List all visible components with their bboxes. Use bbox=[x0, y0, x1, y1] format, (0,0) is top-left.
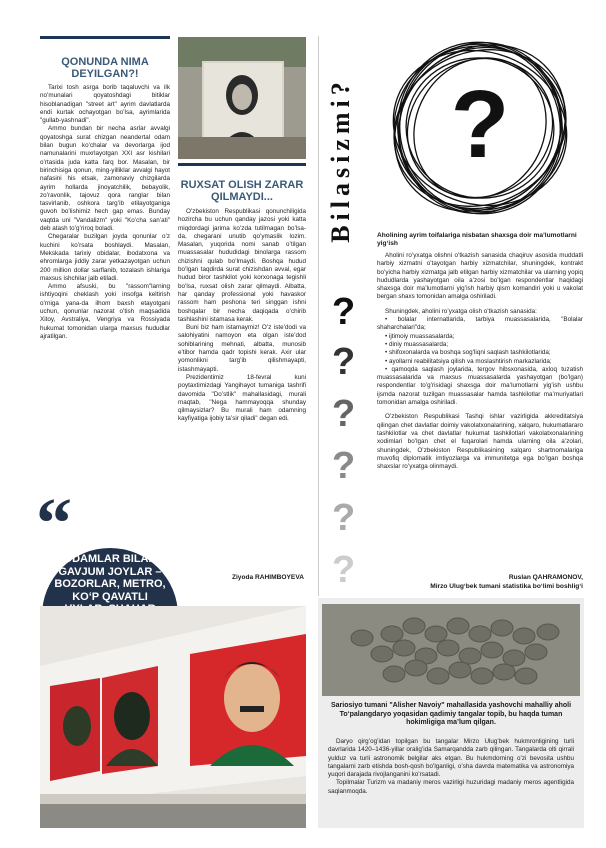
question-icon: ? bbox=[332, 549, 356, 591]
question-icon: ? bbox=[332, 393, 356, 435]
paragraph: Chegaralar buzilgan joyda qonunlar oʻz kuchini koʻrsata boshlaydi. Masalan, Mekskada tarixiy obidalar, ibodatxona va ehromlarga jiddiy zarar yetkazayotgan uchun 200 million dollar sarflanib, tozalash ishlariga maxsus ishchilar jalb etiladi. bbox=[40, 233, 170, 282]
middle-article-body bbox=[178, 208, 306, 530]
coins-caption: Sariosiyo tumani "Alisher Navoiy" mahallasida yashovchi mahalliy aholi Toʻpalangdaryo yoqasidan qadimiy tangalar topib, bu haqda tuman hokimligiga maʼlum qilgan. bbox=[330, 702, 572, 727]
coins-photo bbox=[322, 604, 580, 696]
middle-article-title: RUXSAT OLISH ZARAR QILMAYDI... bbox=[180, 179, 304, 203]
question-icon: ? bbox=[332, 341, 356, 383]
list-item: • ayollarni reabilitatsiya qilish va moslashtirish markazlarida; bbox=[385, 357, 552, 365]
paragraph: Aholini roʻyxatga olishni oʻtkazish sanasida chaqiruv asosida muddatli harbiy xizmatni oʻtayotgan harbiy xizmatchilar, shuningdek, kontrakt boʻyicha harbiy xizmatga jalb etilgan harbiy xizmatchilar va ularning yopiq hududlarda yashayotgan oila aʼzosi boʻlgan respondentlar haqidagi shaxsga doir maʼlumotlarni yigʻish harbiy qism komandiri yoki u vakolat bergan shaxs tomonidan amalga oshiriladi. bbox=[377, 252, 583, 301]
list-item: • diniy muassasalarda; bbox=[385, 340, 449, 348]
paragraph: Tarixi tosh asrga borib taqaluvchi va ilk noʻmunalari qoyatoshdagi bitiklar hisoblanadigan "street art" ayrim davlatlarda endi kurtak ochayotgan boʻlsa, ayrimlarida "gullab-yashnadi". bbox=[40, 84, 170, 125]
mural-photo bbox=[40, 606, 306, 828]
bilasizmi-title-text: Bilasizmi? bbox=[326, 77, 355, 243]
paragraph: Oʻzbekiston Respublikasi Tashqi ishlar vazirligida akkreditatsiya qilingan chet davlatlar doimiy vakolatxonalarining, xalqaro, hukumatlararo tashkilotlar va chet davlatlar hukumat tashkilotlari vakolatxonalarining xodimlari boʻlgan chet el fuqarolari hamda ularning oila aʼzolari, shuningdek, Oʻzbekiston Respublikasining xalqaro shartnomalariga muvofiq diplomatik imtiyozlarga va immunitetga ega boʻlgan boshqa shaxslar roʻyxatga olinmaydi. bbox=[377, 413, 583, 471]
paragraph: Shuningdek, aholini roʻyxatga olish oʻtkazish sanasida: bbox=[385, 307, 537, 315]
list-item: • ijtimoiy muassasalarda; bbox=[385, 332, 455, 340]
pull-quote-text: ODAMLAR BILAN GAVJUM JOYLAR – BOZORLAR, METRO, KOʻP QAVATLI bbox=[54, 553, 166, 603]
mona-lisa-photo bbox=[178, 37, 306, 159]
list-item: • qamoqda saqlash joylarida, tergov hibsxonasida, axloq tuzatish muassasalarida va maxsus muassasalarda yashayotgan (boʻlgan) respondentlar toʻgʻrisidagi shaxsga doir maʼlumotlarni yigʻish ushbu ijsmda nazorat tuzilgan muassasalar hamda tashkilotlar maʼmuriyatlari tomonidan amalga oshiriladi. bbox=[377, 365, 583, 407]
middle-article-author: Ziyoda RAHIMBOYEVA bbox=[231, 574, 304, 581]
scribble-question-graphic bbox=[380, 30, 580, 226]
list-item: • bolalar internatlarida, tarbiya muassasalarida, "Bolalar shaharchalari"da; bbox=[377, 316, 583, 332]
column-divider bbox=[318, 36, 319, 596]
right-article-lead: Aholining ayrim toifalariga nisbatan shaxsga doir maʼlumotlarni yigʻish bbox=[377, 232, 577, 248]
bilasizmi-title bbox=[326, 30, 356, 290]
top-rule-middle bbox=[178, 163, 306, 166]
paragraph: Ammo afsuski, bu "rassom"larning ishtiyoqini cheklash yoki insofga keltirish oʻrniga yana-da ilhom baxsh etayotgani uchun, qonunlar nazorat oʻtish maqsadida Xitoy, Avstraliya, Vengriya va Rossiyada hukumat tomonidan ularga maxsus hududlar ajratilgan. bbox=[40, 283, 170, 340]
paragraph: Topilmalar Turizm va madaniy meros vazirligi huzuridagi madaniy meros agentligida saqlanmoqda. bbox=[328, 779, 574, 795]
top-rule-left bbox=[40, 36, 170, 39]
paragraph: Daryo qirgʻogʻidan topilgan bu tangalar Mirzo Ulugʻbek hukmronligining turli davrlarida 1420–1436-yillar oraligʻida Samarqanddа zarb qilingan. Tangalarda olti qirrali yulduz va turli astronomik belgilar aks etgan. Bu hukmdorning oʻzi bevosita ushbu tangalarni zarb etishda bosh-qosh boʻlganligi, oʻsha davrda matematika va astronomiya yuqori darajada rivojlanganini koʻrsatadi. bbox=[328, 738, 574, 779]
coins-illustration bbox=[322, 604, 580, 696]
coins-article-body bbox=[328, 738, 574, 826]
question-icon: ? bbox=[332, 291, 356, 333]
graffiti-illustration bbox=[178, 37, 306, 159]
question-icon: ? bbox=[332, 497, 356, 539]
left-article-title: QONUNDA NIMA DEYILGAN?! bbox=[61, 56, 149, 80]
mural-illustration bbox=[40, 606, 306, 828]
right-article-author: Ruslan QAHRAMONOV, bbox=[508, 574, 583, 581]
question-icon: ? bbox=[332, 445, 356, 487]
right-article-body bbox=[377, 252, 583, 562]
left-article-body bbox=[40, 84, 170, 536]
big-question-icon: ? bbox=[450, 71, 510, 178]
list-item: • shifoxonalarda va boshqa sogʻliqni saqlash tashkilotlarida; bbox=[385, 349, 551, 357]
coins-section bbox=[318, 598, 584, 828]
quote-mark: “ bbox=[36, 483, 72, 563]
paragraph: Prezidentimiz 18-fevral kuni poytaxtimizdagi Yangihayot tumaniga tashrifi davomida "Doʻstlik" mahallasidagi, murali maqtab, "Nega hammayoqqa shunday qilmaysizlar? Bu murali ham odamning kayfiyatiga ijobiy taʼsir qiladi" degan edi. bbox=[178, 373, 306, 423]
paragraph: Oʻzbekiston Respublikasi qonunchiligida hozircha bu uchun qanday jazosi yoki katta miqdordagi jarima koʻzda tutilmagan boʻlsa-da, chegarani unutib qoʻymaslik lozim. Masalan, yuqorida nomi sanab oʻtilgan muassasalar hududidagi binolarga rassom chizishni qulab boʻlmaydi. Boshqa hudud boʻlgan taqdirda surat chizishdan avval, egar hudud biror tashkilot yoki korxonaga tegishli boʻlsa, ruxsat olish zarar qilmaydi. Albatta, har qanday professional yoki havaskor rassom ham peshona teri singgan ishni boshqalar bir necha daqiqada oʻchirib tashlashini istamasa kerak. bbox=[178, 208, 306, 323]
right-article-author-title: Mirzo Ulugʻbek tumani statistika boʻlimi boshligʻi bbox=[430, 583, 583, 590]
paragraph: Ammo bundan bir necha asrlar avvalgi qoyatoshga surat chizgan neandertal odam bilan bugun koʻchalar va devorlarga ijod namunalarini muxrlayotgan XXI asr kishilari oʻrtasida juda katta farq bor. Masalan, bir birinchisiga qonun, ming-yilliklar avvalgi hayot nafasini his etsak, zamonaviy chizgilarda ayrim hollarda jinoyatchilik, bebayolik, zoʻravonlik, tajovuz qora ranglar bilan tasvirlanib, oshkora targʻib etilayotganiga guvoh boʻlishimiz hech gap emas. Bunday vaqtda uni "Vandalizm" yoki "Koʻcha sanʼati" deb atash toʻgʻriroq boladi. bbox=[40, 125, 170, 233]
paragraph: Buni biz ham istamaymiz! Oʻz isteʼdodi va salohiyatini namoyon eta olgan isteʼdod sohiblarining mehnati, albatta, munosib eʼtibor hamda qadr topishi kerak. Axir ular yomonlikni targʻib qilishmayapti, istashmayapti. bbox=[178, 324, 306, 373]
